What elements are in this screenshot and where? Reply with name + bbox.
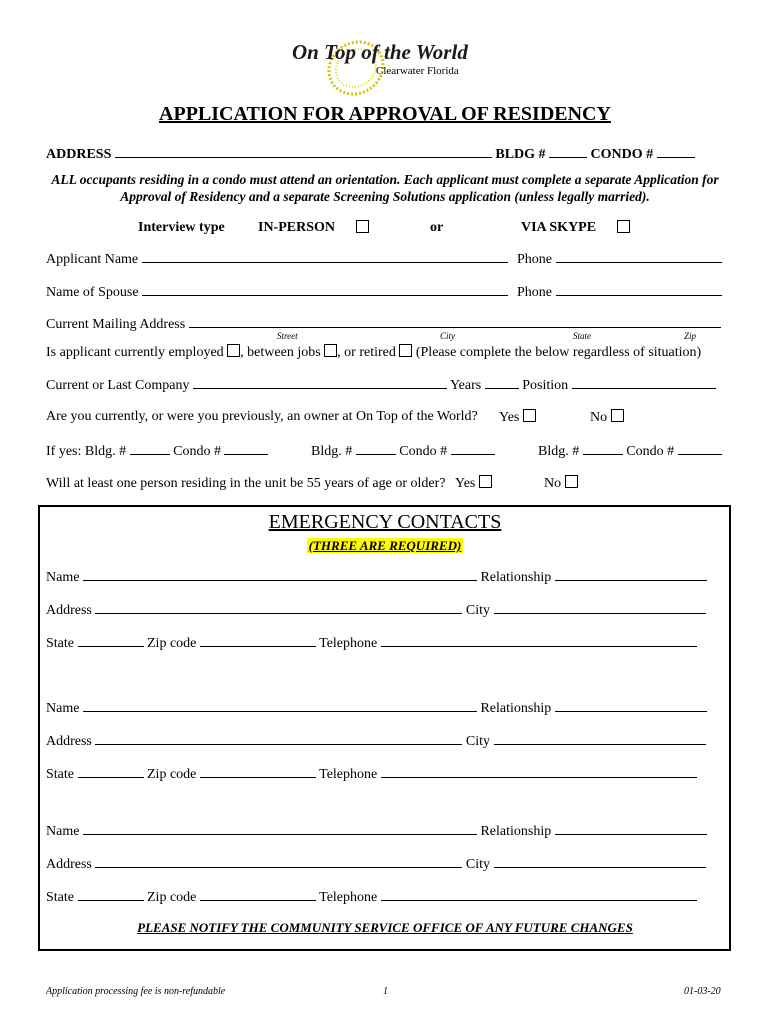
retired-checkbox[interactable] bbox=[399, 344, 412, 357]
age-no-label: No bbox=[544, 476, 562, 491]
applicant-name-label: Applicant Name bbox=[46, 252, 139, 267]
emergency-title: EMERGENCY CONTACTS bbox=[268, 511, 502, 533]
emergency-subtitle: (THREE ARE REQUIRED) bbox=[308, 538, 462, 553]
address-row bbox=[46, 145, 695, 163]
skype-label: VIA SKYPE bbox=[521, 220, 597, 235]
skype-checkbox[interactable] bbox=[617, 220, 630, 233]
bldg-1-label: Bldg. # bbox=[84, 444, 127, 459]
contact-3-address-label: Address bbox=[46, 857, 92, 872]
contact-3-city-field[interactable] bbox=[494, 855, 706, 868]
retired-label: , or retired bbox=[337, 345, 396, 360]
bldg-2-label: Bldg. # bbox=[311, 444, 353, 459]
company-row bbox=[46, 376, 716, 394]
contact-1-state-field[interactable] bbox=[78, 634, 144, 647]
condo-field[interactable] bbox=[657, 145, 695, 158]
between-jobs-label: , between jobs bbox=[240, 345, 321, 360]
contact-1-address-field[interactable] bbox=[95, 601, 462, 614]
contact-3-zip-label: Zip code bbox=[147, 890, 197, 905]
years-field[interactable] bbox=[485, 376, 519, 389]
age-question-row bbox=[46, 475, 492, 492]
page-title: APPLICATION FOR APPROVAL OF RESIDENCY bbox=[159, 103, 611, 125]
bldg-1-field[interactable] bbox=[130, 442, 170, 455]
contact-1-city-label: City bbox=[465, 603, 491, 618]
age-no-checkbox[interactable] bbox=[565, 475, 578, 488]
age-question: Will at least one person residing in the unit be 55 years of age or older? bbox=[46, 476, 446, 491]
contact-1-address-row bbox=[46, 601, 706, 619]
bldg-3-field[interactable] bbox=[583, 442, 623, 455]
zip-caption: Zip bbox=[684, 331, 697, 341]
contact-1-name-label: Name bbox=[46, 570, 80, 585]
condo-2-field[interactable] bbox=[451, 442, 495, 455]
contact-2-relationship-field[interactable] bbox=[555, 699, 707, 712]
contact-3-city-label: City bbox=[465, 857, 491, 872]
contact-2-name-field[interactable] bbox=[83, 699, 477, 712]
condo-3-field[interactable] bbox=[678, 442, 722, 455]
contact-1-city-field[interactable] bbox=[494, 601, 706, 614]
contact-1-state-row bbox=[46, 634, 697, 652]
contact-3-name-row bbox=[46, 822, 707, 840]
contact-2-name-label: Name bbox=[46, 701, 80, 716]
owner-no-label: No bbox=[590, 410, 608, 425]
contact-3-telephone-label: Telephone bbox=[319, 890, 378, 905]
footer-page-number: 1 bbox=[383, 986, 388, 997]
contact-3-state-row bbox=[46, 888, 697, 906]
bldg-2-field[interactable] bbox=[356, 442, 396, 455]
orientation-notice: ALL occupants residing in a condo must attend an orientation. Each applicant must complete a separate Application for Approval of Residency and a separate Screening Solutions application (unless legally married). bbox=[51, 172, 719, 204]
condo-2-label: Condo # bbox=[399, 444, 448, 459]
contact-2-telephone-label: Telephone bbox=[319, 767, 378, 782]
owner-no bbox=[590, 409, 624, 426]
contact-2-zip-label: Zip code bbox=[147, 767, 197, 782]
contact-1-name-row bbox=[46, 568, 707, 586]
contact-1-zip-field[interactable] bbox=[200, 634, 316, 647]
owner-no-checkbox[interactable] bbox=[611, 409, 624, 422]
contact-3-state-field[interactable] bbox=[78, 888, 144, 901]
or-label: or bbox=[430, 220, 444, 235]
contact-3-name-field[interactable] bbox=[83, 822, 477, 835]
address-label: ADDRESS bbox=[46, 147, 112, 162]
contact-1-address-label: Address bbox=[46, 603, 92, 618]
condo-3-label: Condo # bbox=[626, 444, 675, 459]
contact-1-telephone-label: Telephone bbox=[319, 636, 378, 651]
mailing-row bbox=[46, 315, 721, 333]
interview-label: Interview type bbox=[138, 220, 225, 235]
between-jobs-checkbox[interactable] bbox=[324, 344, 337, 357]
company-label: Current or Last Company bbox=[46, 378, 190, 393]
logo-name: On Top of the World bbox=[292, 40, 468, 64]
age-yes-checkbox[interactable] bbox=[479, 475, 492, 488]
contact-3-address-field[interactable] bbox=[95, 855, 462, 868]
contact-3-relationship-label: Relationship bbox=[480, 824, 552, 839]
contact-2-zip-field[interactable] bbox=[200, 765, 316, 778]
contact-3-relationship-field[interactable] bbox=[555, 822, 707, 835]
spouse-label: Name of Spouse bbox=[46, 285, 139, 300]
employment-row bbox=[46, 344, 701, 361]
contact-2-state-row bbox=[46, 765, 697, 783]
if-yes-label: If yes: bbox=[46, 444, 82, 459]
contact-2-state-field[interactable] bbox=[78, 765, 144, 778]
owner-yes-checkbox[interactable] bbox=[523, 409, 536, 422]
in-person-checkbox[interactable] bbox=[356, 220, 369, 233]
contact-2-relationship-label: Relationship bbox=[480, 701, 552, 716]
spouse-field[interactable] bbox=[142, 283, 508, 296]
employed-label: Is applicant currently employed bbox=[46, 345, 224, 360]
if-yes-set-2 bbox=[311, 442, 495, 460]
contact-1-state-label: State bbox=[46, 636, 74, 651]
position-field[interactable] bbox=[572, 376, 716, 389]
footer-date: 01-03-20 bbox=[684, 986, 721, 997]
owner-yes-label: Yes bbox=[499, 410, 520, 425]
contact-1-telephone-field[interactable] bbox=[381, 634, 697, 647]
spouse-row bbox=[46, 283, 508, 301]
contact-3-address-row bbox=[46, 855, 706, 873]
contact-3-telephone-field[interactable] bbox=[381, 888, 697, 901]
mailing-label: Current Mailing Address bbox=[46, 317, 186, 332]
contact-2-address-row bbox=[46, 732, 706, 750]
contact-1-relationship-label: Relationship bbox=[480, 570, 552, 585]
condo-1-field[interactable] bbox=[224, 442, 268, 455]
contact-3-name-label: Name bbox=[46, 824, 80, 839]
condo-1-label: Condo # bbox=[173, 444, 221, 459]
bldg-label: BLDG # bbox=[495, 147, 546, 162]
position-label: Position bbox=[522, 378, 569, 393]
owner-yes bbox=[499, 409, 536, 426]
contact-3-zip-field[interactable] bbox=[200, 888, 316, 901]
owner-question: Are you currently, or were you previously, an owner at On Top of the World? bbox=[46, 409, 478, 424]
contact-1-zip-label: Zip code bbox=[147, 636, 197, 651]
city-caption: City bbox=[440, 331, 455, 341]
condo-label: CONDO # bbox=[590, 147, 654, 162]
logo bbox=[290, 36, 490, 98]
applicant-phone-row bbox=[517, 250, 722, 268]
contact-2-state-label: State bbox=[46, 767, 74, 782]
bldg-3-label: Bldg. # bbox=[538, 444, 580, 459]
contact-2-telephone-field[interactable] bbox=[381, 765, 697, 778]
spouse-phone-label: Phone bbox=[517, 285, 552, 300]
contact-2-address-label: Address bbox=[46, 734, 92, 749]
if-yes-set-3 bbox=[538, 442, 722, 460]
spouse-phone-field[interactable] bbox=[556, 283, 722, 296]
address-field[interactable] bbox=[115, 145, 492, 158]
age-no bbox=[544, 475, 578, 492]
spouse-phone-row bbox=[517, 283, 722, 301]
contact-2-name-row bbox=[46, 699, 707, 717]
street-caption: Street bbox=[277, 331, 298, 341]
in-person-label: IN-PERSON bbox=[258, 220, 336, 235]
footer-fee-note: Application processing fee is non-refundable bbox=[46, 986, 226, 997]
bldg-field[interactable] bbox=[549, 145, 587, 158]
state-caption: State bbox=[573, 331, 591, 341]
years-label: Years bbox=[449, 378, 482, 393]
contact-3-state-label: State bbox=[46, 890, 74, 905]
emergency-subtitle-wrap bbox=[0, 537, 770, 555]
notify-notice: PLEASE NOTIFY THE COMMUNITY SERVICE OFFICE OF ANY FUTURE CHANGES bbox=[137, 920, 633, 935]
logo-location: Clearwater Florida bbox=[376, 65, 459, 77]
applicant-name-row bbox=[46, 250, 508, 268]
contact-1-name-field[interactable] bbox=[83, 568, 477, 581]
applicant-phone-field[interactable] bbox=[556, 250, 722, 263]
employed-note: (Please complete the below regardless of situation) bbox=[415, 345, 702, 360]
contact-2-address-field[interactable] bbox=[95, 732, 462, 745]
mailing-field[interactable] bbox=[189, 315, 721, 328]
if-yes-row bbox=[46, 442, 268, 460]
age-yes-label: Yes bbox=[454, 476, 476, 491]
contact-2-city-field[interactable] bbox=[494, 732, 706, 745]
applicant-name-field[interactable] bbox=[142, 250, 508, 263]
employed-checkbox[interactable] bbox=[227, 344, 240, 357]
contact-2-city-label: City bbox=[465, 734, 491, 749]
company-field[interactable] bbox=[193, 376, 447, 389]
applicant-phone-label: Phone bbox=[517, 252, 552, 267]
contact-1-relationship-field[interactable] bbox=[555, 568, 707, 581]
